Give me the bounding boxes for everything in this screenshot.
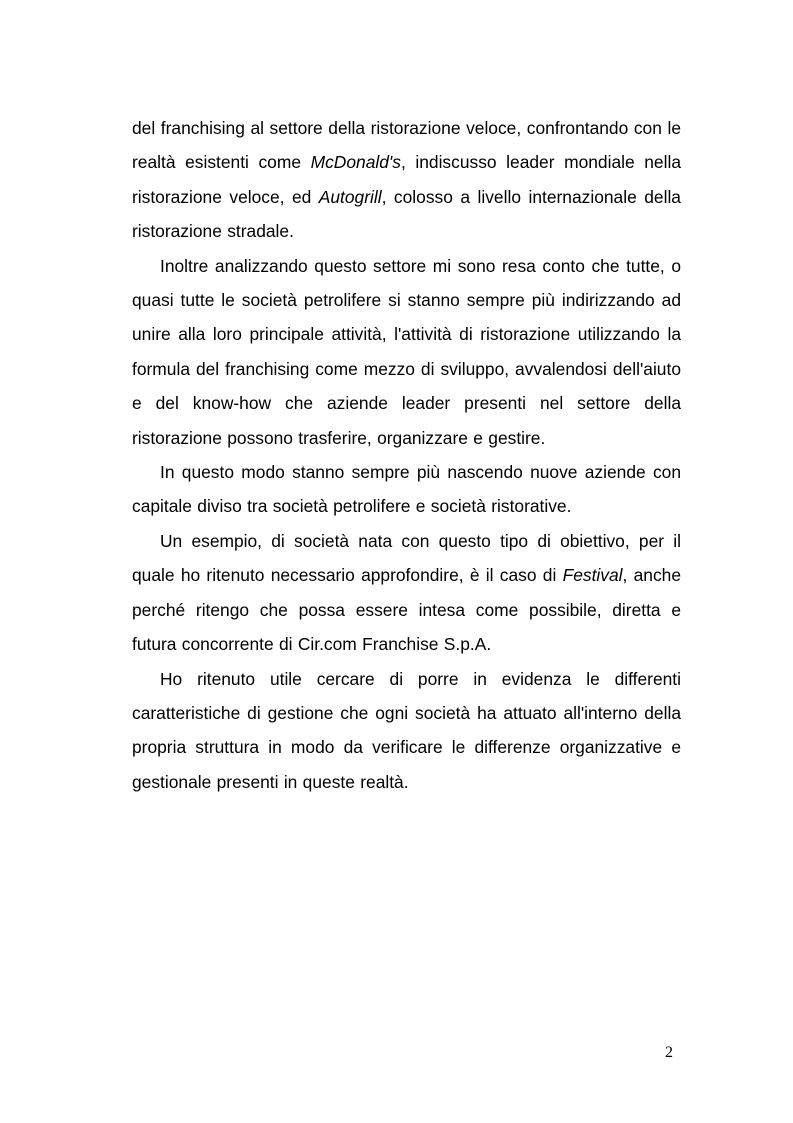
paragraph-2: [132, 249, 681, 455]
paragraph-3: [132, 455, 681, 524]
paragraph-1-text-1: del franchising al settore della ristorazione veloce, confrontando con le realtà esistenti come: [132, 118, 681, 173]
paragraph-2-text: Inoltre analizzando questo settore mi sono resa conto che tutte, o quasi tutte le società petrolifere si stanno sempre più indirizzando ad unire alla loro principale attività, l'attività di ristorazione utilizzando la formula del franchising come mezzo di sviluppo, avvalendosi dell'aiuto e del know-how che aziende leader presenti nel settore della ristorazione possono trasferire, organizzare e gestire.: [132, 255, 681, 448]
paragraph-1-text-3: , colosso a livello internazionale della ristorazione stradale.: [132, 186, 681, 242]
document-body: [132, 111, 681, 799]
page-number: 2: [665, 1044, 673, 1061]
paragraph-5-text: Ho ritenuto utile cercare di porre in evidenza le differenti caratteristiche di gestione che ogni società ha attuato all'interno della propria struttura in modo da verificare le differenze organizzative e gestionale presenti in queste realtà.: [132, 668, 681, 792]
paragraph-5: [132, 662, 681, 800]
company-name-autogrill: Autogrill: [318, 186, 382, 207]
company-name-festival: Festival: [562, 565, 623, 586]
paragraph-4-text-2: , anche perché ritengo che possa essere intesa come possibile, diretta e futura concorrente di Cir.com Franchise S.p.A.: [132, 565, 682, 655]
paragraph-1-text-2: , indiscusso leader mondiale nella ristorazione veloce, ed: [132, 152, 682, 207]
paragraph-3-text: In questo modo stanno sempre più nascendo nuove aziende con capitale diviso tra società petrolifere e società ristorative.: [132, 462, 681, 517]
paragraph-4: [132, 524, 681, 662]
paragraph-1: [132, 111, 681, 249]
paragraph-4-text-1: Un esempio, di società nata con questo tipo di obiettivo, per il quale ho ritenuto necessario approfondire, è il caso di: [132, 530, 681, 586]
company-name-mcdonalds: McDonald's: [310, 152, 401, 173]
